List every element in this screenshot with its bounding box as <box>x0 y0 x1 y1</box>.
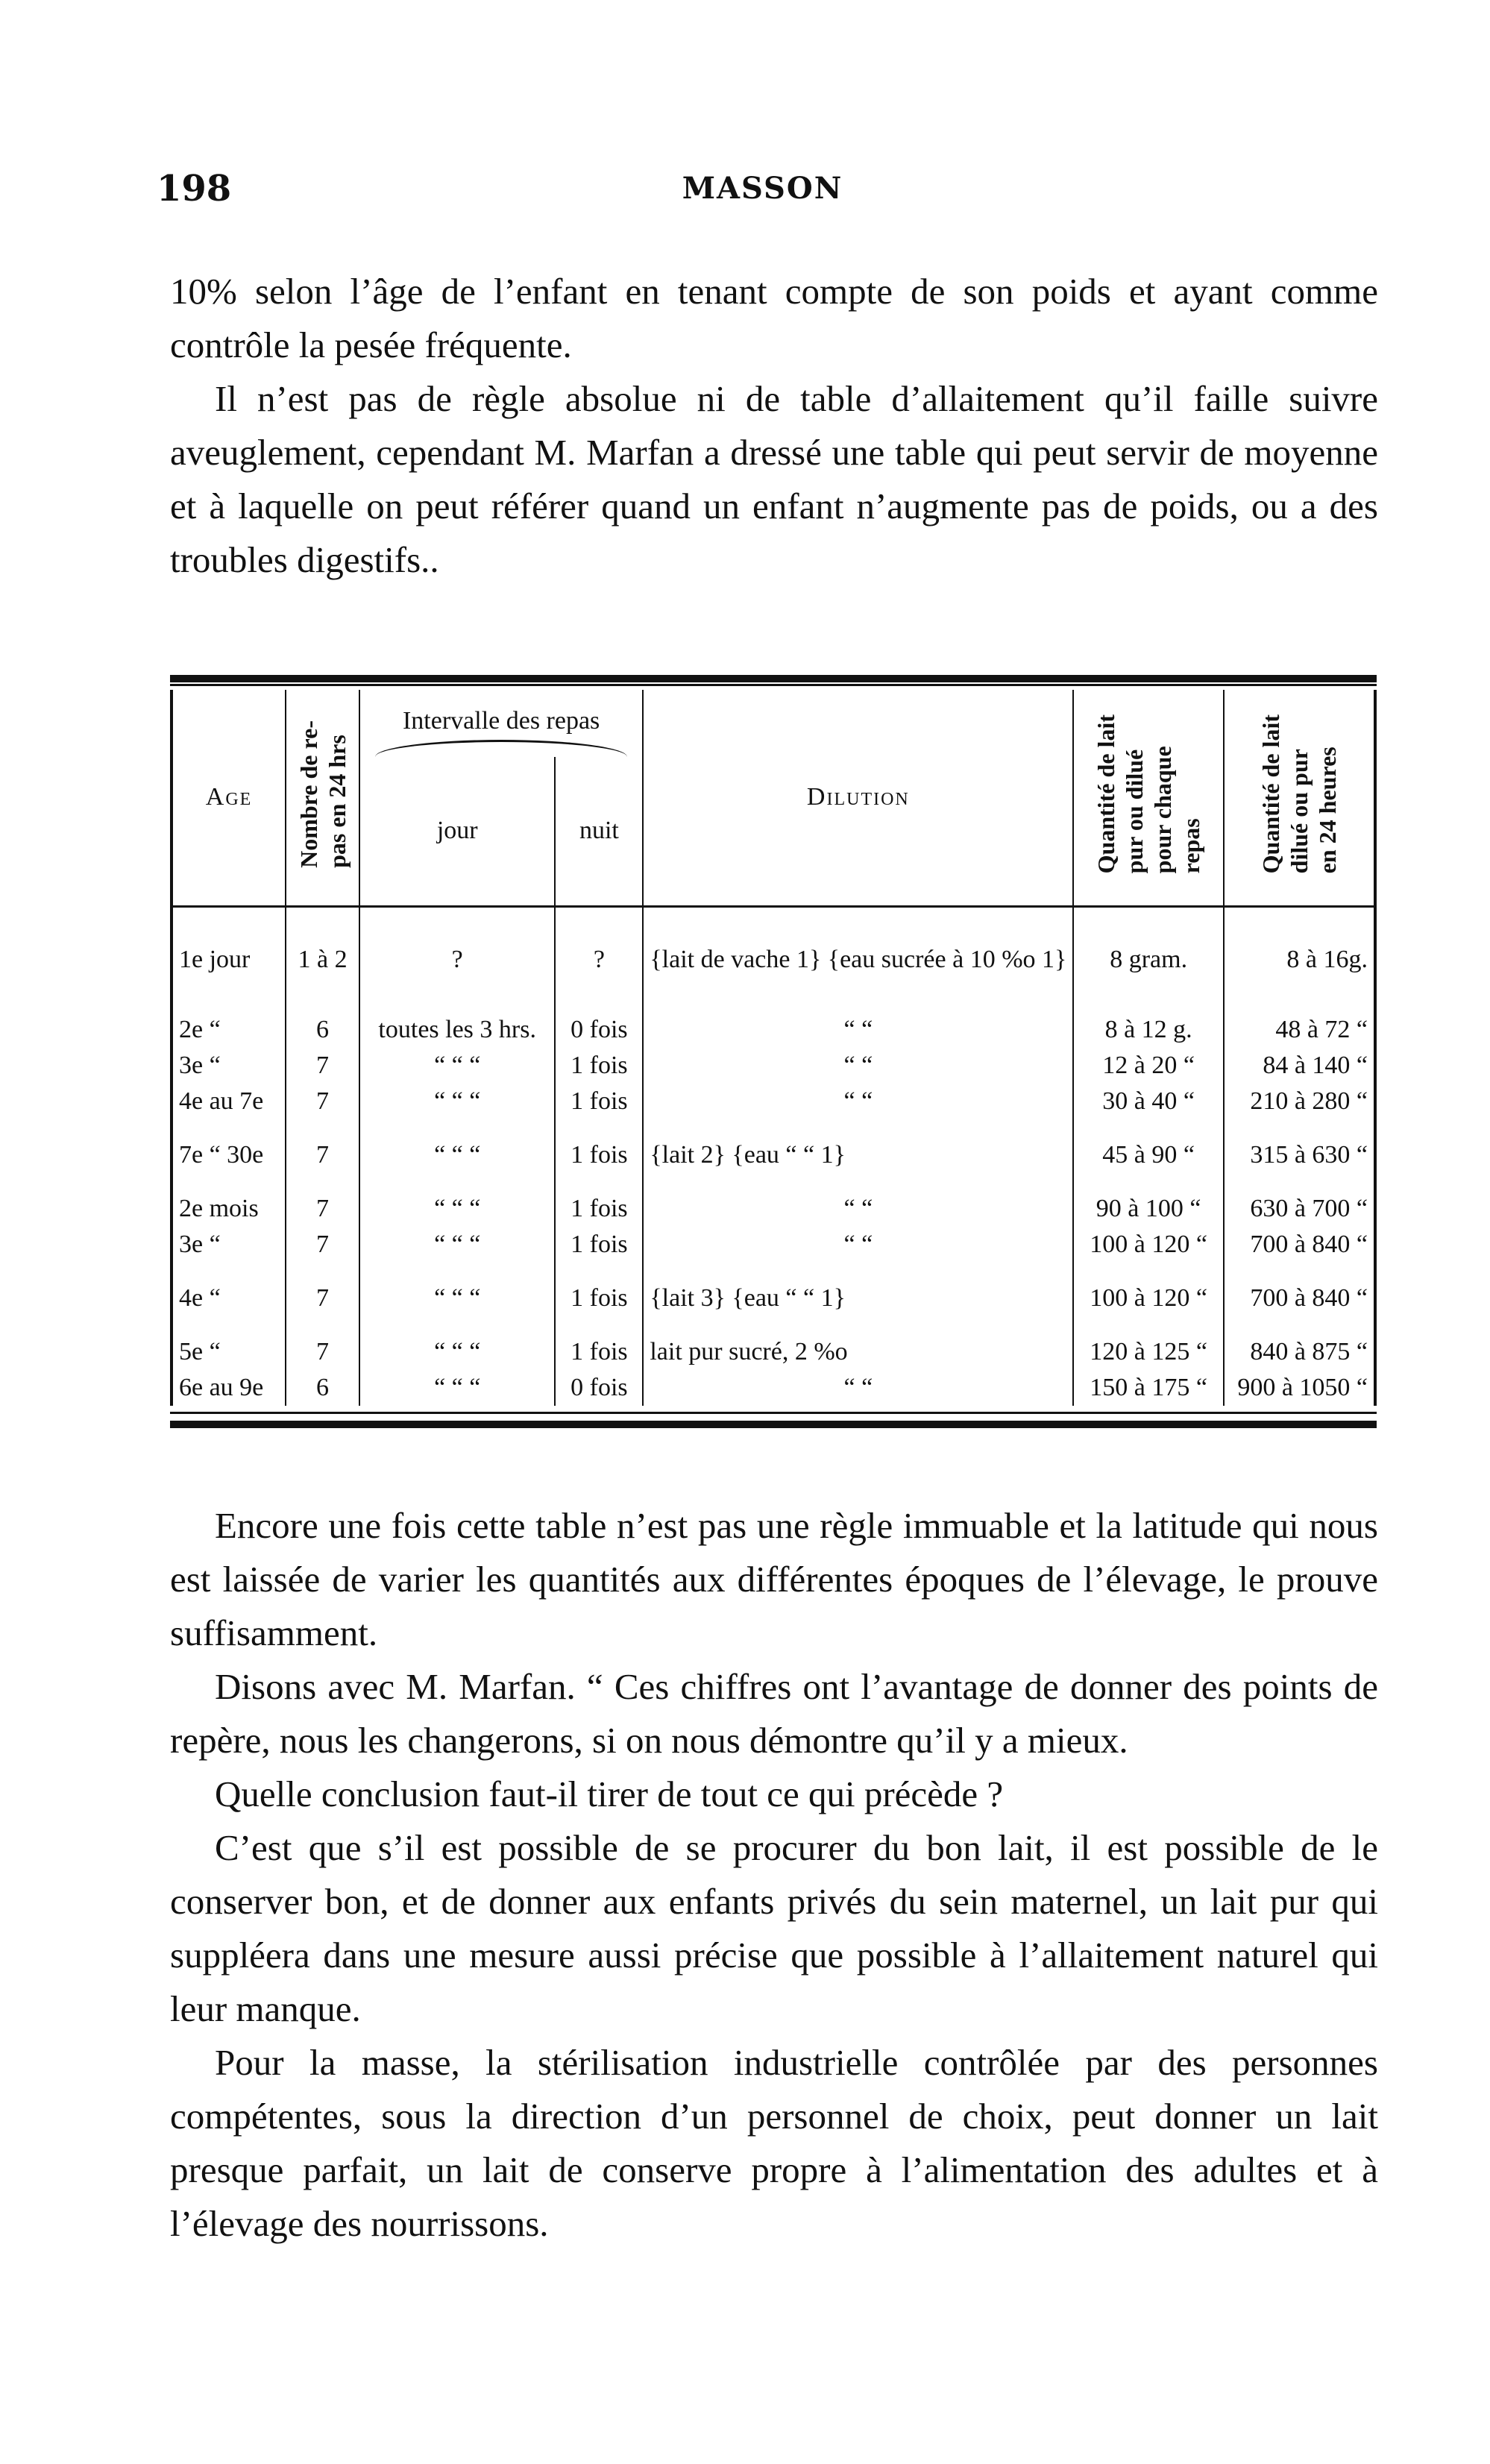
header-interval: Intervalle des repas <box>359 690 643 757</box>
cell-qty-day: 210 à 280 “ <box>1224 1084 1375 1119</box>
cell-dilution: “ “ <box>643 1191 1073 1227</box>
paragraph: C’est que s’il est possible de se procurer du bon lait, il est possible de le conserver bon, et de donner aux enfants privés du sein maternel, un lait pur qui suppléera dans une mesure aussi précise que possible à l’allaitement naturel qui leur manque. <box>170 1827 1378 2029</box>
header-dilution: Dilution <box>643 690 1073 906</box>
cell-qty-meal: 8 à 12 g. <box>1073 1012 1224 1048</box>
cell-qty-day: 630 à 700 “ <box>1224 1191 1375 1227</box>
cell-dilution: “ “ <box>643 1084 1073 1119</box>
cell-nuit: ? <box>555 906 643 1012</box>
cell-qty-day: 900 à 1050 “ <box>1224 1370 1375 1406</box>
cell-repas: 7 <box>286 1227 359 1263</box>
cell-qty-day: 84 à 140 “ <box>1224 1048 1375 1084</box>
cell-qty-meal: 12 à 20 “ <box>1073 1048 1224 1084</box>
cell-dilution: “ “ <box>643 1048 1073 1084</box>
header-repas-count: Nombre de re- pas en 24 hrs <box>286 690 359 906</box>
table-row <box>172 1191 1375 1227</box>
cell-repas: 7 <box>286 1334 359 1370</box>
cell-dilution: “ “ <box>643 1370 1073 1406</box>
cell-age: 2e “ <box>172 1012 286 1048</box>
cell-nuit: 1 fois <box>555 1048 643 1084</box>
cell-age: 6e au 9e <box>172 1370 286 1406</box>
table-bottom-rule-thin <box>170 1412 1377 1414</box>
cell-jour: “ “ “ <box>359 1084 556 1119</box>
running-head: MASSON <box>682 171 843 206</box>
cell-age: 7e “ 30e <box>172 1119 286 1191</box>
table-top-rule-thin <box>170 684 1377 686</box>
table-row <box>172 1227 1375 1263</box>
table-row <box>172 1334 1375 1370</box>
cell-jour: “ “ “ <box>359 1119 556 1191</box>
table-row <box>172 1263 1375 1334</box>
table-row <box>172 1012 1375 1048</box>
cell-repas: 7 <box>286 1048 359 1084</box>
cell-nuit: 0 fois <box>555 1370 643 1406</box>
header-qty-day: Quantité de lait dilué ou pur en 24 heures <box>1224 690 1375 906</box>
paragraph: Quelle conclusion faut-il tirer de tout ce qui précède ? <box>215 1773 1004 1814</box>
feeding-table <box>170 690 1377 1406</box>
cell-qty-day: 700 à 840 “ <box>1224 1263 1375 1334</box>
paragraph: Encore une fois cette table n’est pas une règle immuable et la latitude qui nous est laissée de varier les quantités aux différentes époques de l’élevage, le prouve suffisamment. <box>170 1505 1378 1653</box>
bottom-text <box>170 1499 1378 2251</box>
cell-jour: “ “ “ <box>359 1191 556 1227</box>
cell-qty-meal: 8 gram. <box>1073 906 1224 1012</box>
cell-age: 5e “ <box>172 1334 286 1370</box>
header-nuit: nuit <box>555 757 643 906</box>
interval-brace <box>375 740 627 757</box>
cell-age: 3e “ <box>172 1048 286 1084</box>
cell-jour: toutes les 3 hrs. <box>359 1012 556 1048</box>
cell-repas: 6 <box>286 1370 359 1406</box>
cell-repas: 7 <box>286 1191 359 1227</box>
cell-nuit: 1 fois <box>555 1084 643 1119</box>
table-top-rule <box>170 675 1377 682</box>
header-age: Age <box>172 690 286 906</box>
cell-jour: “ “ “ <box>359 1334 556 1370</box>
cell-age: 1e jour <box>172 906 286 1012</box>
cell-nuit: 1 fois <box>555 1263 643 1334</box>
cell-repas: 1 à 2 <box>286 906 359 1012</box>
cell-jour: “ “ “ <box>359 1227 556 1263</box>
cell-dilution: {lait 2} {eau “ “ 1} <box>643 1119 1073 1191</box>
table-row <box>172 1048 1375 1084</box>
cell-qty-meal: 90 à 100 “ <box>1073 1191 1224 1227</box>
cell-age: 3e “ <box>172 1227 286 1263</box>
feeding-table-block <box>170 675 1377 1432</box>
page-number: 198 <box>157 168 232 210</box>
table-row <box>172 906 1375 1012</box>
cell-age: 2e mois <box>172 1191 286 1227</box>
cell-dilution: lait pur sucré, 2 %o <box>643 1334 1073 1370</box>
paragraph: 10% selon l’âge de l’enfant en tenant compte de son poids et ayant comme contrôle la pesée fréquente. <box>170 271 1378 365</box>
cell-dilution: “ “ <box>643 1227 1073 1263</box>
cell-qty-day: 315 à 630 “ <box>1224 1119 1375 1191</box>
cell-qty-day: 8 à 16g. <box>1224 906 1375 1012</box>
cell-dilution: {lait 3} {eau “ “ 1} <box>643 1263 1073 1334</box>
table-row <box>172 1119 1375 1191</box>
cell-dilution: “ “ <box>643 1012 1073 1048</box>
cell-qty-meal: 150 à 175 “ <box>1073 1370 1224 1406</box>
cell-qty-meal: 45 à 90 “ <box>1073 1119 1224 1191</box>
cell-jour: “ “ “ <box>359 1370 556 1406</box>
cell-nuit: 0 fois <box>555 1012 643 1048</box>
cell-qty-meal: 30 à 40 “ <box>1073 1084 1224 1119</box>
table-row <box>172 1370 1375 1406</box>
page-header <box>157 168 1368 213</box>
cell-nuit: 1 fois <box>555 1334 643 1370</box>
cell-qty-meal: 100 à 120 “ <box>1073 1227 1224 1263</box>
paragraph: Disons avec M. Marfan. “ Ces chiffres ont l’avantage de donner des points de repère, nous les changerons, si on nous démontre qu’il y a mieux. <box>170 1666 1378 1761</box>
top-text <box>170 265 1378 587</box>
cell-nuit: 1 fois <box>555 1227 643 1263</box>
cell-repas: 7 <box>286 1084 359 1119</box>
cell-age: 4e “ <box>172 1263 286 1334</box>
cell-qty-day: 48 à 72 “ <box>1224 1012 1375 1048</box>
cell-qty-day: 840 à 875 “ <box>1224 1334 1375 1370</box>
cell-qty-meal: 120 à 125 “ <box>1073 1334 1224 1370</box>
header-qty-meal: Quantité de lait pur ou dilué pour chaque repas <box>1073 690 1224 906</box>
cell-jour: “ “ “ <box>359 1048 556 1084</box>
cell-qty-day: 700 à 840 “ <box>1224 1227 1375 1263</box>
cell-nuit: 1 fois <box>555 1119 643 1191</box>
header-jour: jour <box>359 757 556 906</box>
cell-age: 4e au 7e <box>172 1084 286 1119</box>
cell-jour: ? <box>359 906 556 1012</box>
cell-repas: 7 <box>286 1119 359 1191</box>
table-row <box>172 1084 1375 1119</box>
cell-nuit: 1 fois <box>555 1191 643 1227</box>
table-bottom-rule <box>170 1421 1377 1428</box>
cell-repas: 6 <box>286 1012 359 1048</box>
table-body <box>172 906 1375 1406</box>
cell-repas: 7 <box>286 1263 359 1334</box>
cell-jour: “ “ “ <box>359 1263 556 1334</box>
cell-dilution: {lait de vache 1} {eau sucrée à 10 %o 1} <box>643 906 1073 1012</box>
paragraph: Pour la masse, la stérilisation industrielle contrôlée par des personnes compétentes, sous la direction d’un personnel de choix, peut donner un lait presque parfait, un lait de conserve propre à l’alimentation des adultes et à l’élevage des nourrissons. <box>170 2042 1378 2244</box>
cell-qty-meal: 100 à 120 “ <box>1073 1263 1224 1334</box>
paragraph: Il n’est pas de règle absolue ni de table d’allaitement qu’il faille suivre aveuglement, cependant M. Marfan a dressé une table qui peut servir de moyenne et à laquelle on peut référer quand un enfant n’augmente pas de poids, ou a des troubles digestifs.. <box>170 378 1378 580</box>
